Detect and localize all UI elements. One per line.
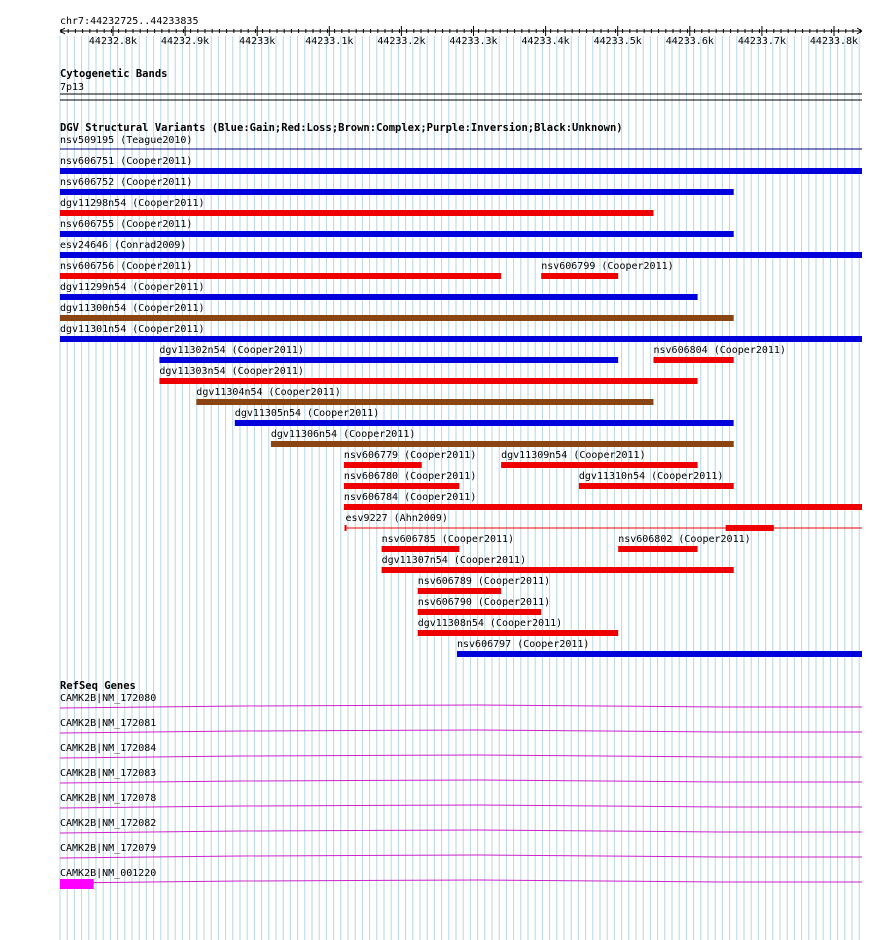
- cytoband-label: 7p13: [60, 82, 85, 93]
- dgv-feature-label: dgv11307n54 (Cooper2011): [381, 555, 527, 566]
- refseq-gene-line: [60, 780, 862, 783]
- position-label: chr7:44232725..44233835: [60, 16, 199, 27]
- dgv-feature[interactable]: [60, 324, 862, 342]
- dgv-feature-bar: [60, 168, 862, 174]
- dgv-feature-bar: [60, 315, 734, 321]
- dgv-feature-label: dgv11299n54 (Cooper2011): [60, 282, 205, 293]
- dgv-feature-label: nsv606784 (Cooper2011): [343, 492, 477, 503]
- ruler-ticks: [60, 26, 862, 47]
- dgv-feature[interactable]: [60, 303, 734, 321]
- dgv-feature-label: dgv11306n54 (Cooper2011): [270, 429, 416, 440]
- refseq-gene-line: [60, 755, 862, 758]
- dgv-feature[interactable]: [344, 471, 476, 489]
- dgv-feature-label: nsv606752 (Cooper2011): [60, 177, 193, 188]
- refseq-exon: [60, 879, 94, 889]
- cytoband-track: [60, 68, 862, 100]
- dgv-feature-bar: [60, 252, 862, 258]
- dgv-feature[interactable]: [418, 597, 550, 615]
- dgv-feature-label: nsv606802 (Cooper2011): [618, 534, 751, 545]
- refseq-gene-label: CAMK2B|NM_172084: [60, 743, 157, 754]
- dgv-feature-block: [726, 525, 774, 531]
- dgv-feature-bar: [60, 294, 698, 300]
- dgv-feature[interactable]: [541, 261, 673, 279]
- dgv-feature-bar: [344, 504, 862, 510]
- dgv-feature-label: nsv606751 (Cooper2011): [60, 156, 193, 167]
- dgv-feature-label: dgv11305n54 (Cooper2011): [234, 408, 380, 419]
- refseq-genes: [60, 693, 862, 889]
- dgv-feature[interactable]: [501, 450, 697, 468]
- dgv-feature-bar: [60, 336, 862, 342]
- ruler-track: [60, 16, 862, 47]
- dgv-feature[interactable]: [60, 135, 862, 149]
- dgv-feature-bar: [60, 273, 501, 279]
- dgv-feature-label: esv9227 (Ahn2009): [345, 513, 448, 524]
- dgv-feature-bar: [159, 357, 618, 363]
- dgv-feature-label: dgv11310n54 (Cooper2011): [578, 471, 724, 482]
- dgv-feature-bar: [501, 462, 697, 468]
- dgv-features: [60, 135, 862, 657]
- refseq-gene-label: CAMK2B|NM_172082: [60, 818, 157, 829]
- dgv-feature-bar: [418, 630, 619, 636]
- refseq-gene-line: [60, 830, 862, 833]
- dgv-feature-bar: [159, 378, 697, 384]
- refseq-gene-label: CAMK2B|NM_001220: [60, 868, 157, 879]
- refseq-gene-label: CAMK2B|NM_172080: [60, 693, 157, 704]
- dgv-feature-label: nsv606804 (Cooper2011): [653, 345, 786, 356]
- dgv-feature[interactable]: [159, 366, 697, 384]
- dgv-feature-label: nsv606755 (Cooper2011): [60, 219, 193, 230]
- dgv-feature-bar: [60, 231, 734, 237]
- ruler-tick-label: 44232.8k: [88, 36, 138, 47]
- dgv-feature-bar: [579, 483, 734, 489]
- dgv-feature[interactable]: [196, 387, 653, 405]
- dgv-feature[interactable]: [235, 408, 734, 426]
- refseq-track-title: RefSeq Genes: [60, 680, 136, 692]
- dgv-feature-block: [345, 525, 347, 531]
- dgv-feature[interactable]: [382, 534, 514, 552]
- dgv-feature-bar: [382, 546, 460, 552]
- ruler-tick-label: 44233k: [239, 36, 276, 47]
- dgv-feature-bar: [196, 399, 653, 405]
- dgv-feature[interactable]: [345, 513, 862, 531]
- dgv-feature-label: dgv11301n54 (Cooper2011): [60, 324, 205, 335]
- refseq-gene[interactable]: [60, 868, 862, 889]
- refseq-gene-label: CAMK2B|NM_172078: [60, 793, 157, 804]
- refseq-gene[interactable]: [60, 693, 862, 708]
- dgv-feature-bar: [457, 651, 862, 657]
- dgv-feature[interactable]: [418, 576, 550, 594]
- dgv-feature-bar: [541, 273, 618, 279]
- cytoband-track-title: Cytogenetic Bands: [60, 68, 168, 80]
- dgv-feature[interactable]: [60, 219, 734, 237]
- dgv-feature-label: dgv11298n54 (Cooper2011): [60, 198, 205, 209]
- dgv-feature-label: esv24646 (Conrad2009): [60, 240, 187, 251]
- refseq-gene-line: [60, 730, 862, 733]
- dgv-track: [60, 122, 862, 657]
- dgv-feature-bar: [235, 420, 734, 426]
- ruler-tick-label: 44233.4k: [521, 36, 570, 47]
- dgv-feature-bar: [60, 210, 654, 216]
- dgv-feature-label: dgv11308n54 (Cooper2011): [417, 618, 563, 629]
- ruler-tick-label: 44233.7k: [737, 36, 786, 47]
- refseq-gene-label: CAMK2B|NM_172079: [60, 843, 157, 854]
- ruler-tick-label: 44233.3k: [449, 36, 498, 47]
- dgv-feature-label: nsv606797 (Cooper2011): [457, 639, 590, 650]
- refseq-track: [60, 680, 862, 889]
- dgv-feature-bar: [60, 189, 734, 195]
- dgv-feature[interactable]: [60, 240, 862, 258]
- refseq-gene-line: [60, 805, 862, 808]
- dgv-feature-bar: [418, 588, 501, 594]
- dgv-feature-label: nsv606779 (Cooper2011): [343, 450, 477, 461]
- dgv-feature[interactable]: [60, 282, 698, 300]
- dgv-feature-label: nsv606780 (Cooper2011): [343, 471, 477, 482]
- dgv-feature-bar: [418, 609, 542, 615]
- refseq-gene[interactable]: [60, 743, 862, 758]
- dgv-feature[interactable]: [60, 261, 501, 279]
- dgv-feature-label: nsv606756 (Cooper2011): [60, 261, 193, 272]
- refseq-gene-line: [60, 880, 862, 883]
- dgv-feature-bar: [618, 546, 697, 552]
- dgv-feature[interactable]: [618, 534, 750, 552]
- ruler-tick-label: 44233.2k: [377, 36, 426, 47]
- ruler-tick-label: 44233.8k: [809, 36, 859, 47]
- dgv-feature-bar: [344, 462, 422, 468]
- dgv-feature-label: nsv509195 (Teague2010): [60, 135, 193, 146]
- dgv-feature[interactable]: [344, 492, 862, 510]
- dgv-feature[interactable]: [579, 471, 734, 489]
- refseq-gene[interactable]: [60, 718, 862, 733]
- dgv-feature[interactable]: [382, 555, 734, 573]
- dgv-feature-label: dgv11304n54 (Cooper2011): [196, 387, 341, 398]
- dgv-feature-bar: [653, 357, 733, 363]
- dgv-feature-label: nsv606785 (Cooper2011): [381, 534, 515, 545]
- dgv-feature-bar: [382, 567, 734, 573]
- refseq-gene[interactable]: [60, 768, 862, 783]
- dgv-feature-label: nsv606790 (Cooper2011): [417, 597, 551, 608]
- dgv-feature-label: dgv11302n54 (Cooper2011): [159, 345, 304, 356]
- dgv-feature[interactable]: [418, 618, 619, 636]
- ruler-tick-label: 44233.6k: [665, 36, 714, 47]
- refseq-gene-label: CAMK2B|NM_172083: [60, 768, 157, 779]
- dgv-feature[interactable]: [60, 156, 862, 174]
- dgv-track-title: DGV Structural Variants (Blue:Gain;Red:Loss;Brown:Complex;Purple:Inversion;Black:Unknown): [60, 122, 623, 134]
- dgv-feature[interactable]: [60, 177, 734, 195]
- refseq-gene[interactable]: [60, 818, 862, 833]
- dgv-feature-label: nsv606799 (Cooper2011): [541, 261, 674, 272]
- ruler-tick-label: 44233.5k: [593, 36, 642, 47]
- dgv-feature-label: nsv606789 (Cooper2011): [417, 576, 551, 587]
- dgv-feature-bar: [271, 441, 734, 447]
- dgv-feature-label: dgv11309n54 (Cooper2011): [501, 450, 646, 461]
- refseq-gene[interactable]: [60, 843, 862, 858]
- refseq-gene-line: [60, 705, 862, 708]
- refseq-gene[interactable]: [60, 793, 862, 808]
- dgv-feature-bar: [344, 483, 460, 489]
- dgv-feature-label: dgv11303n54 (Cooper2011): [159, 366, 304, 377]
- ruler-tick-label: 44233.1k: [305, 36, 354, 47]
- ruler-tick-label: 44232.9k: [161, 36, 210, 47]
- refseq-gene-line: [60, 855, 862, 858]
- refseq-gene-label: CAMK2B|NM_172081: [60, 718, 157, 729]
- dgv-feature-label: dgv11300n54 (Cooper2011): [60, 303, 205, 314]
